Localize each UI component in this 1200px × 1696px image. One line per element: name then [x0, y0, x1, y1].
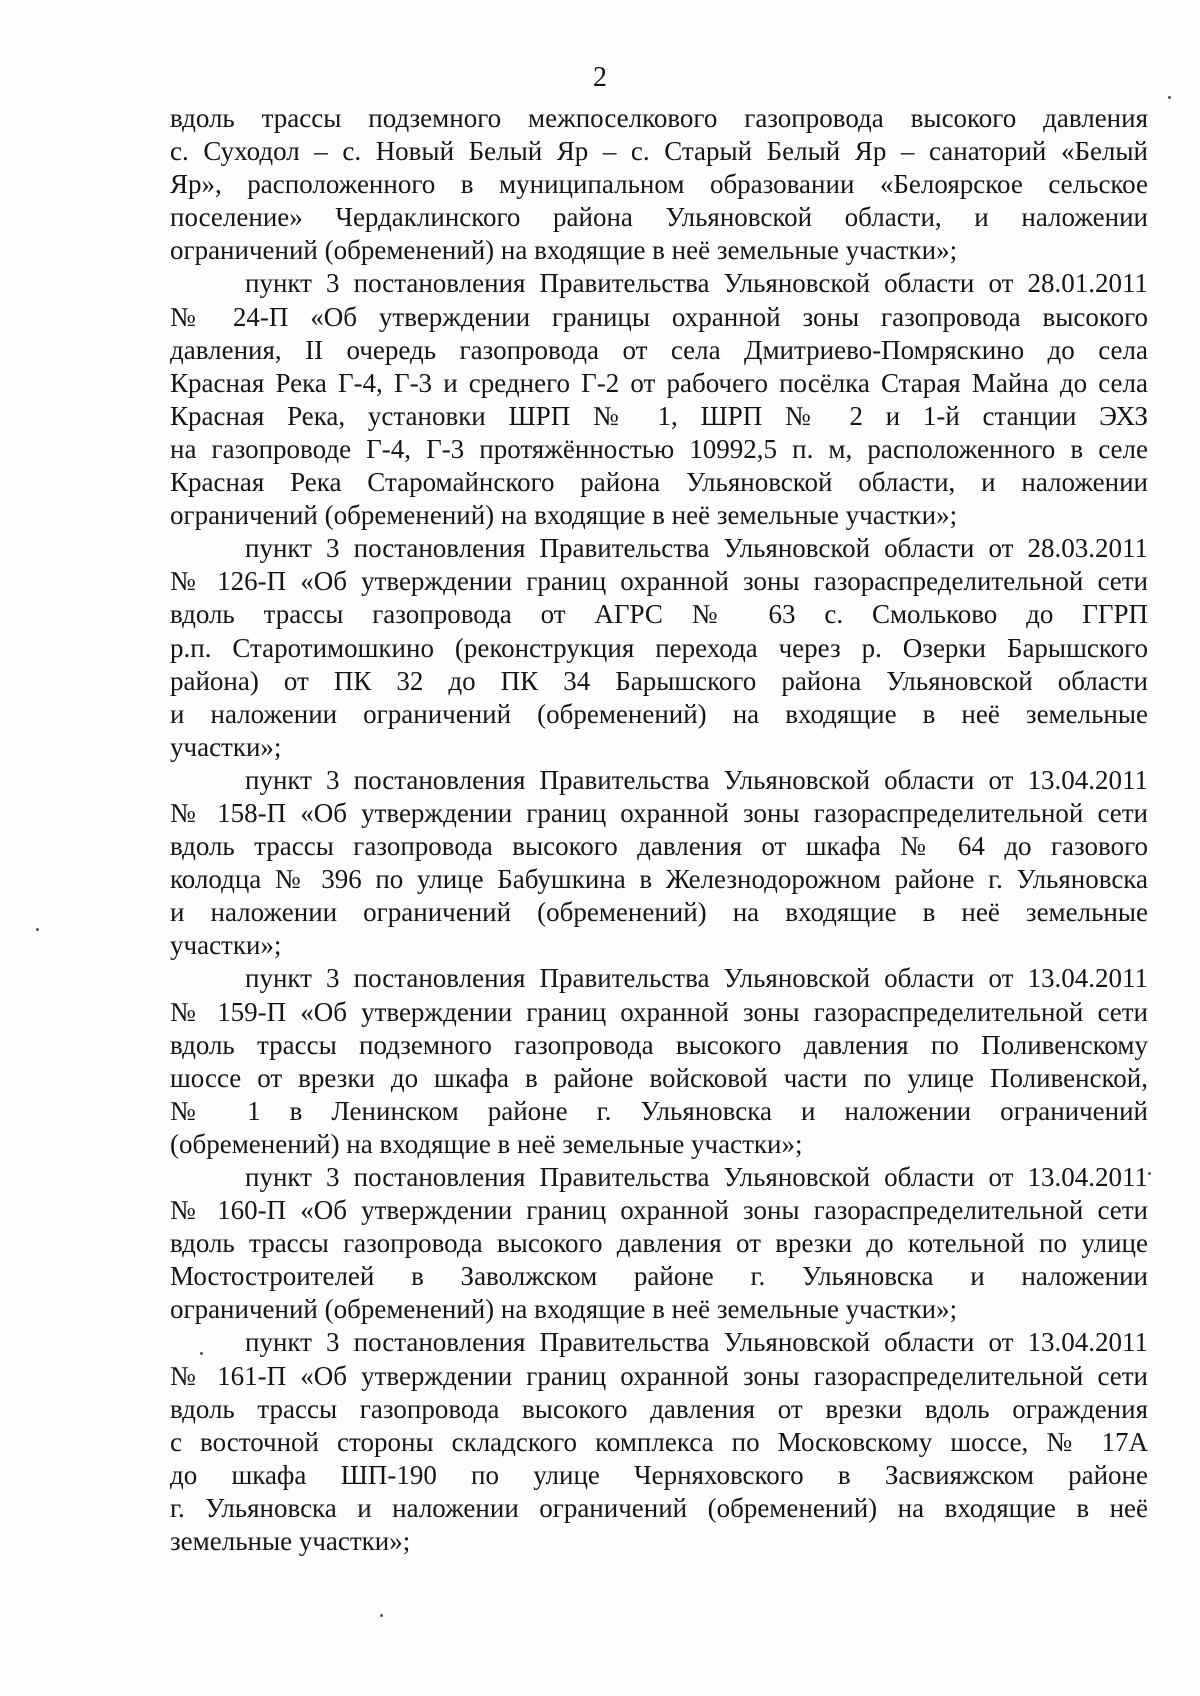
text-line: Яр», расположенного в муниципальном образовании «Белоярское сельское: [170, 169, 1148, 200]
text-line: пункт 3 постановления Правительства Ульяновской области от 13.04.2011: [245, 1327, 1148, 1358]
text-line: вдоль трассы газопровода от АГРС № 63 с. Смольково до ГГРП: [170, 599, 1148, 630]
text-line: Мостостроителей в Заволжском районе г. Ульяновска и наложении: [170, 1261, 1148, 1292]
text-line: р.п. Старотимошкино (реконструкция перехода через р. Озерки Барышского: [170, 632, 1148, 663]
scan-speck: [1148, 1172, 1151, 1175]
text-line: вдоль трассы газопровода высокого давления от врезки до котельной по улице: [170, 1228, 1148, 1259]
scan-speck: [1168, 96, 1171, 99]
text-line: шоссе от врезки до шкафа в районе войсковой части по улице Поливенской,: [170, 1062, 1148, 1093]
text-line: участки»;: [170, 731, 282, 762]
text-line: на газопроводе Г-4, Г-3 протяжённостью 10992,5 п. м, расположенного в селе: [170, 433, 1148, 464]
text-line: № 24-П «Об утверждении границы охранной зоны газопровода высокого: [170, 301, 1148, 332]
document-body: [170, 102, 1148, 1558]
text-line: Красная Река Старомайнского района Ульяновской области, и наложении: [170, 467, 1148, 498]
text-line: вдоль трассы газопровода высокого давления от врезки вдоль ограждения: [170, 1393, 1148, 1424]
scan-speck: [380, 1614, 383, 1617]
text-line: пункт 3 постановления Правительства Ульяновской области от 13.04.2011: [245, 963, 1148, 994]
text-line: № 159-П «Об утверждении границ охранной зоны газораспределительной сети: [170, 996, 1148, 1027]
scan-speck: [36, 928, 39, 931]
text-line: ограничений (обременений) на входящие в неё земельные участки»;: [170, 500, 958, 531]
text-line: вдоль трассы подземного межпоселкового газопровода высокого давления: [170, 103, 1148, 133]
text-line: и наложении ограничений (обременений) на входящие в неё земельные: [170, 698, 1148, 729]
text-line: (обременений) на входящие в неё земельные участки»;: [170, 1128, 803, 1159]
text-line: района) от ПК 32 до ПК 34 Барышского района Ульяновской области: [170, 665, 1148, 696]
text-line: № 160-П «Об утверждении границ охранной зоны газораспределительной сети: [170, 1195, 1148, 1226]
text-line: и наложении ограничений (обременений) на входящие в неё земельные: [170, 897, 1148, 928]
text-line: вдоль трассы газопровода высокого давления от шкафа № 64 до газового: [170, 831, 1148, 862]
text-line: пункт 3 постановления Правительства Ульяновской области от 13.04.2011: [245, 1162, 1148, 1192]
text-line: с. Суходол – с. Новый Белый Яр – с. Старый Белый Яр – санаторий «Белый: [170, 136, 1148, 167]
text-line: № 126-П «Об утверждении границ охранной зоны газораспределительной сети: [170, 566, 1148, 597]
text-line: Красная Река Г-4, Г-3 и среднего Г-2 от рабочего посёлка Старая Майна до села: [170, 367, 1148, 398]
text-line: ограничений (обременений) на входящие в неё земельные участки»;: [170, 235, 958, 266]
text-line: ограничений (обременений) на входящие в неё земельные участки»;: [170, 1294, 958, 1325]
text-line: № 161-П «Об утверждении границ охранной зоны газораспределительной сети: [170, 1360, 1148, 1391]
text-line: давления, II очередь газопровода от села Дмитриево-Помряскино до села: [170, 334, 1148, 365]
text-line: вдоль трассы подземного газопровода высокого давления по Поливенскому: [170, 1029, 1148, 1060]
text-line: г. Ульяновска и наложении ограничений (обременений) на входящие в неё: [170, 1492, 1148, 1523]
text-line: № 1 в Ленинском районе г. Ульяновска и наложении ограничений: [170, 1095, 1148, 1126]
page-number: 2: [593, 62, 607, 93]
text-line: участки»;: [170, 930, 282, 961]
text-line: колодца № 396 по улице Бабушкина в Железнодорожном районе г. Ульяновска: [170, 864, 1148, 895]
text-line: пункт 3 постановления Правительства Ульяновской области от 13.04.2011: [245, 764, 1148, 795]
text-line: № 158-П «Об утверждении границ охранной зоны газораспределительной сети: [170, 797, 1148, 828]
text-line: земельные участки»;: [170, 1526, 411, 1557]
scan-speck: [200, 1352, 203, 1355]
text-line: пункт 3 постановления Правительства Ульяновской области от 28.01.2011: [245, 268, 1148, 299]
text-line: до шкафа ШП-190 по улице Черняховского в Засвияжском районе: [170, 1459, 1148, 1490]
text-line: с восточной стороны складского комплекса по Московскому шоссе, № 17А: [170, 1426, 1148, 1457]
text-line: пункт 3 постановления Правительства Ульяновской области от 28.03.2011: [245, 533, 1148, 564]
text-line: поселение» Чердаклинского района Ульяновской области, и наложении: [170, 202, 1148, 233]
text-line: Красная Река, установки ШРП № 1, ШРП № 2 и 1-й станции ЭХЗ: [170, 400, 1148, 431]
